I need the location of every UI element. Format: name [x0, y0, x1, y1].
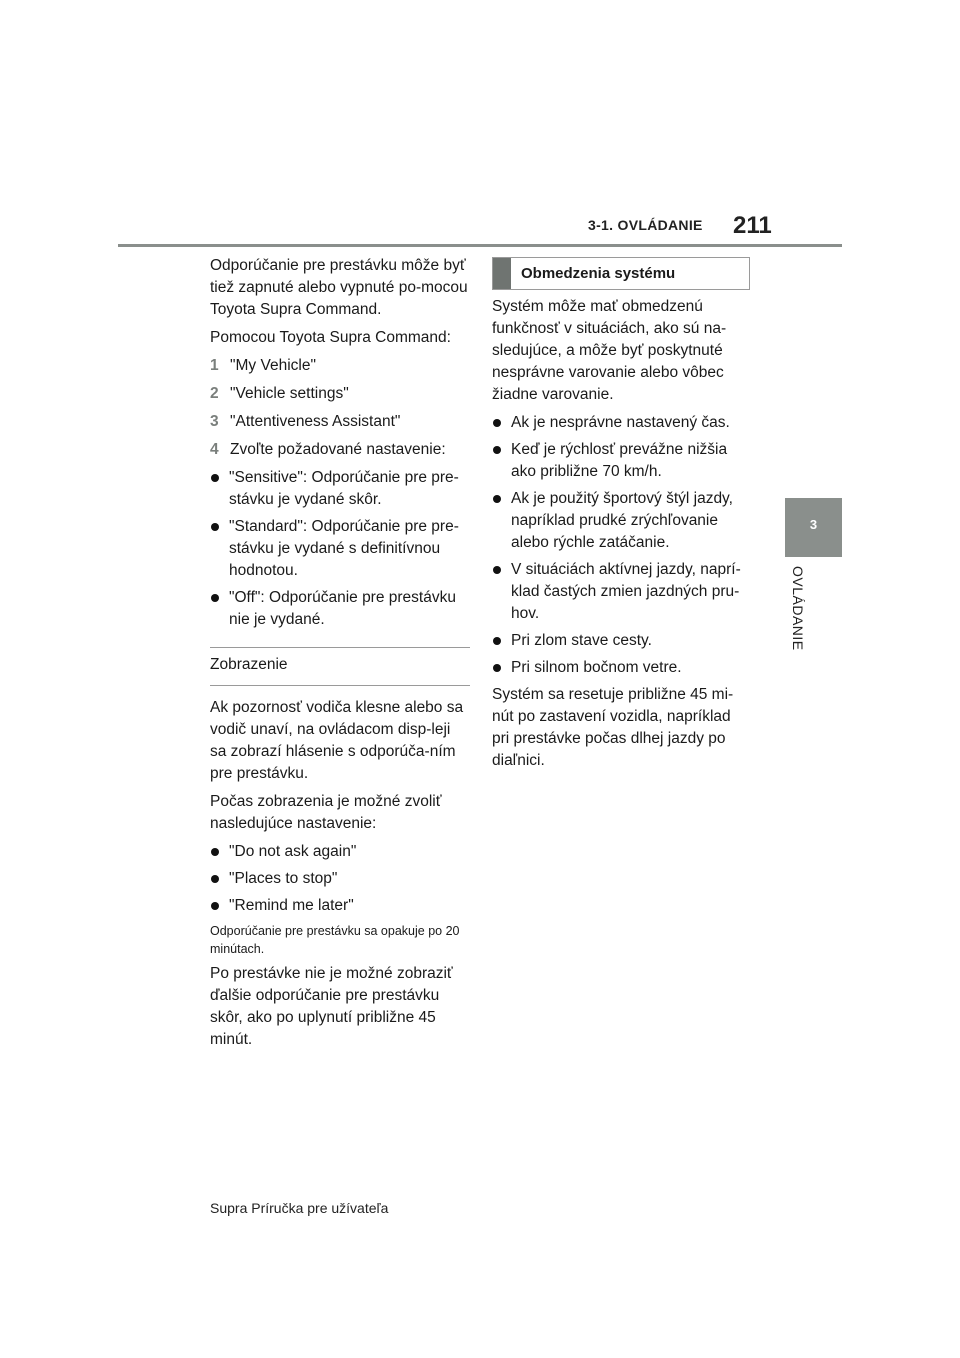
section-header: 3-1. OVLÁDANIE [588, 217, 703, 233]
step-number: 2 [210, 385, 219, 402]
display-option: "Do not ask again" [210, 841, 470, 863]
note-text: Odporúčanie pre prestávku sa opakuje po 20 minútach. [210, 924, 460, 956]
limitation-item: Pri zlom stave cesty. [492, 630, 752, 652]
limitation-item: V situáciách aktívnej jazdy, naprí-klad častých zmien jazdných pru-hov. [492, 559, 752, 625]
display-option: "Remind me later" [210, 895, 470, 917]
intro-paragraph: Odporúčanie pre prestávku môže byť tiež zapnuté alebo vypnuté po-mocou Toyota Supra Command. [210, 257, 468, 318]
page-number: 211 [733, 212, 772, 239]
setting-option: "Standard": Odporúčanie pre pre-stávku je vydané s definitívnou hodnotou. [210, 516, 470, 582]
right-column [492, 257, 752, 778]
limitations-heading: Obmedzenia systému [521, 265, 676, 282]
display-option: "Places to stop" [210, 868, 470, 890]
footer-text: Supra Príručka pre užívateľa [210, 1200, 389, 1216]
limitation-item: Pri silnom bočnom vetre. [492, 657, 752, 679]
step-text: "My Vehicle" [230, 357, 316, 374]
left-column [210, 255, 470, 1057]
chapter-label-text: OVLÁDANIE [790, 566, 806, 651]
limitation-item: Ak je použitý športový štýl jazdy, napríklad prudké zrýchľovanie alebo rýchle zatáčanie. [492, 488, 752, 554]
step-text: "Attentiveness Assistant" [230, 413, 401, 430]
step-text: Zvoľte požadované nastavenie: [230, 441, 446, 458]
step-item [210, 439, 470, 461]
setting-option: "Sensitive": Odporúčanie pre pre-stávku je vydané skôr. [210, 467, 470, 511]
setting-option: "Off": Odporúčanie pre prestávku nie je vydané. [210, 587, 470, 631]
step-number: 4 [210, 441, 219, 458]
subheading: Zobrazenie [210, 647, 470, 686]
step-item [210, 383, 470, 405]
step-text: "Vehicle settings" [230, 385, 349, 402]
display-paragraph-2: Počas zobrazenia je možné zvoliť nasledujúce nastavenie: [210, 793, 442, 832]
step-number: 1 [210, 357, 219, 374]
closing-paragraph: Po prestávke nie je možné zobraziť ďalšie odporúčanie pre prestávku skôr, ako po uplynutí približne 45 minút. [210, 965, 453, 1048]
limitations-intro: Systém môže mať obmedzenú funkčnosť v situáciách, ako sú na-sledujúce, a môže byť poskytnuté nesprávne varovanie alebo vôbec žiadne varovanie. [492, 298, 727, 403]
step-item [210, 355, 470, 377]
chapter-label [786, 566, 806, 666]
intro-paragraph-2: Pomocou Toyota Supra Command: [210, 329, 451, 346]
step-item [210, 411, 470, 433]
limitation-item: Ak je nesprávne nastavený čas. [492, 412, 752, 434]
chapter-number: 3 [809, 517, 818, 532]
display-paragraph: Ak pozornosť vodiča klesne alebo sa vodič unaví, na ovládacom disp-leji sa zobrazí hlásenie s odporúča-ním pre prestávku. [210, 699, 464, 782]
header-divider [118, 244, 842, 247]
step-number: 3 [210, 413, 219, 430]
heading-bar [493, 258, 511, 289]
limitations-heading-box [492, 257, 750, 290]
reset-paragraph: Systém sa resetuje približne 45 mi-nút po zastavení vozidla, napríklad pri prestávke počas dlhej jazdy po diaľnici. [492, 686, 734, 769]
limitation-item: Keď je rýchlosť prevážne nižšia ako približne 70 km/h. [492, 439, 752, 483]
